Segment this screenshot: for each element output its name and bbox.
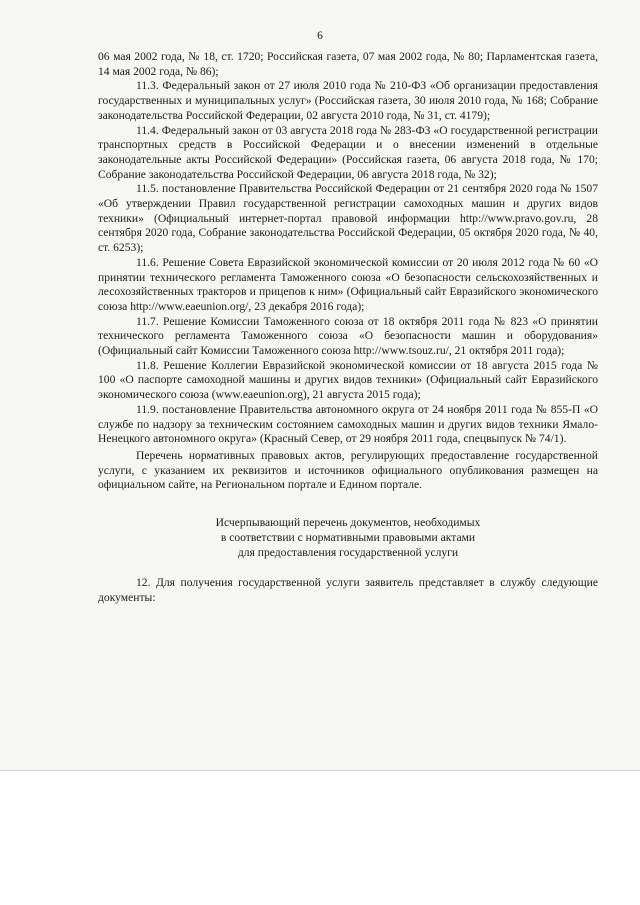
paragraph-regulations-list: Перечень нормативных правовых актов, регулирующих предоставление государственной услуги, с указанием их реквизитов и источников официального опубликования размещен на официальном сайте, на Региональном портале и Едином портале. [98,448,598,492]
section-heading-line-1: Исчерпывающий перечень документов, необходимых [215,516,481,530]
paragraph-11-8: 11.8. Решение Коллегии Евразийской экономической комиссии от 18 августа 2015 года № 100 «О паспорте самоходной машины и других видов техники» (Официальный сайт Евразийского экономического союза (www.eaeunion.org), 21 августа 2015 года); [98,358,598,402]
document-body [98,50,598,606]
paragraph-11-5: 11.5. постановление Правительства Российской Федерации от 21 сентября 2020 года № 1507 «Об утверждении Правил государственной регистрации самоходных машин и других видов техники» (Официальный интернет-портал правовой информации http://www.pravo.gov.ru, 28 сентября 2020 года, Собрание законодательства Российской Федерации, 05 октября 2020 года, № 40, ст. 6253); [98,182,598,255]
paragraph-11-3: 11.3. Федеральный закон от 27 июля 2010 года № 210-ФЗ «Об организации предоставления государственных и муниципальных услуг» (Российская газета, 30 июля 2010 года, № 168; Собрание законодательства Российской Федерации, 02 августа 2010 года, № 31, ст. 4179); [98,79,598,122]
section-heading [98,515,598,560]
paragraph-11-4: 11.4. Федеральный закон от 03 августа 2018 года № 283-ФЗ «О государственной регистрации транспортных средств в Российской Федерации и о внесении изменений в отдельные законодательные акты Российской Федерации» (Российская газета, 06 августа 2018 года, № 170; Собрание законодательства Российской Федерации, 06 августа 2018 года, № 32); [98,123,598,181]
section-heading-line-3: для предоставления государственной услуги [237,546,459,560]
paragraph-continuation: 06 мая 2002 года, № 18, ст. 1720; Российская газета, 07 мая 2002 года, № 80; Парламентская газета, 14 мая 2002 года, № 86); [98,50,598,78]
paragraph-11-6: 11.6. Решение Совета Евразийской экономической комиссии от 20 июля 2012 года № 60 «О принятии технического регламента Таможенного союза «О безопасности сельскохозяйственных и лесохозяйственных тракторов и прицепов к ним» (Официальный сайт Евразийского экономического союза http://www.eaeunion.org/, 23 декабря 2016 года); [98,255,598,313]
paragraph-11-7: 11.7. Решение Комиссии Таможенного союза от 18 октября 2011 года № 823 «О принятии технического регламента Таможенного союза «О безопасности машин и оборудования» (Официальный сайт Комиссии Таможенного союза http://www.tsouz.ru/, 21 октября 2011 года); [98,314,598,358]
section-heading-line-2: в соответствии с нормативными правовыми актами [220,531,476,545]
page-number: 6 [317,30,323,42]
paragraph-11-9: 11.9. постановление Правительства автономного округа от 24 ноября 2011 года № 855-П «О службе по надзору за техническим состоянием самоходных машин и других видов техники Ямало-Ненецкого автономного округа» (Красный Север, от 29 ноября 2011 года, спецвыпуск № 74/1). [98,402,598,446]
paragraph-12: 12. Для получения государственной услуги заявитель представляет в службу следующие документы: [98,576,598,604]
